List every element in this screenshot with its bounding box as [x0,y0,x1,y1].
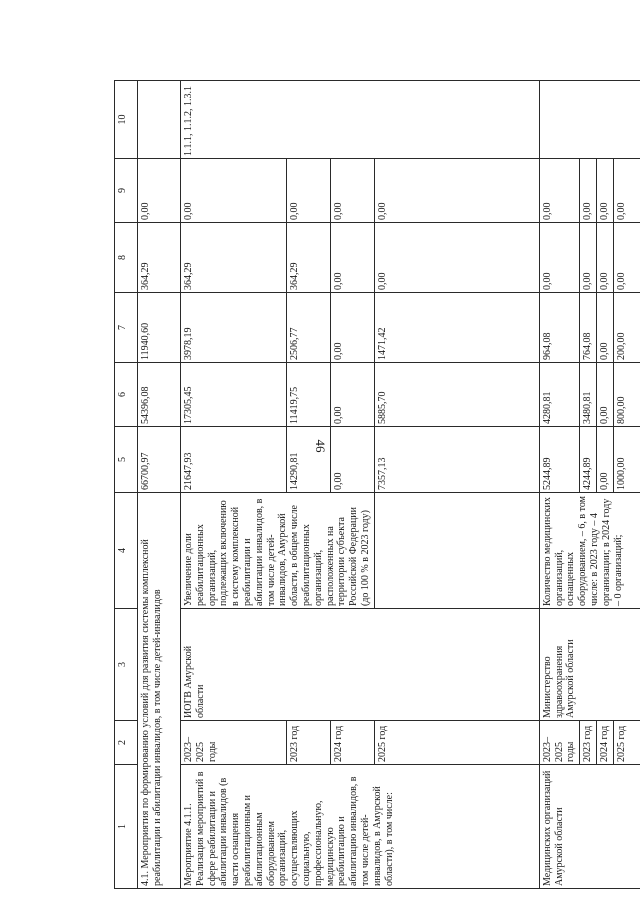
block1-value: 0,00 [330,363,374,427]
block1-value: 5885,70 [374,363,539,427]
block2-value: 0,00 [596,223,613,293]
header-cell: 4 [115,493,138,609]
program-table [114,80,640,889]
block1-value: 3978,19 [181,293,287,363]
block2-value: 964,08 [539,293,579,363]
block1-value: 0,00 [330,159,374,223]
block2-executor: Министерство здравоохранения Амурской области [539,609,640,721]
block1-indicator-continued [374,493,539,609]
block2-value: 4280,81 [539,363,579,427]
block2-value: 0,00 [613,223,640,293]
block2-value: 1000,00 [613,427,640,493]
section-row [138,81,181,889]
block1-value: 364,29 [286,223,330,293]
block1-value: 0,00 [330,223,374,293]
block1-value: 0,00 [181,159,287,223]
block2-value: 4244,89 [580,427,597,493]
header-cell: 1 [115,765,138,889]
block2-value: 0,00 [539,223,579,293]
block2-value: 0,00 [596,363,613,427]
block2-value: 0,00 [580,159,597,223]
header-cell: 7 [115,293,138,363]
block1-period: 2025 год [374,721,539,765]
block2-value: 200,00 [613,293,640,363]
header-cell: 6 [115,363,138,427]
rotated-table-wrapper [114,81,640,889]
block1-period: 2024 год [330,721,374,765]
block1-value: 0,00 [374,223,539,293]
block1-value: 14290,81 [286,427,330,493]
block1-value: 0,00 [330,427,374,493]
block2-value: 5244,89 [539,427,579,493]
header-cell: 2 [115,721,138,765]
block2-value: 0,00 [596,159,613,223]
block1-value: 1471,42 [374,293,539,363]
block2-period: 2024 год [596,721,613,765]
block2-value: 0,00 [596,427,613,493]
table-row [539,81,579,889]
block2-value: 764,08 [580,293,597,363]
block1-value: 11419,75 [286,363,330,427]
block1-value: 364,29 [181,223,287,293]
block2-value: 0,00 [596,293,613,363]
block1-executor: ИОГВ Амурской области [181,609,540,721]
block1-name: Мероприятие 4.1.1. Реализация мероприятий в сфере реабилитации и абилитации инвалидов (в части оснащения реабилитационным и абилитационным оборудованием организаций, осуществляющих социальную, профессиональную, медицинскую реабилитацию и абилитацию инвалидов, в том числе детей-инвалидов, в Амурской области), в том числе: [181,765,540,889]
header-cell: 9 [115,159,138,223]
block2-value: 3480,81 [580,363,597,427]
section-total-7: 11940,60 [138,293,181,363]
section-total-6: 54396,08 [138,363,181,427]
section-total-8: 364,29 [138,223,181,293]
block2-value: 0,00 [539,159,579,223]
block1-value: 0,00 [374,159,539,223]
block2-period: 2025 год [613,721,640,765]
block1-indicator: Увеличение доли реабилитационных организаций, подлежащих включению в систему комплексной реабилитации и абилитации инвалидов, в том числе детей-инвалидов, Амурской области, в общем числе реабилитационных организаций, расположенных на территории субъекта Российской Федерации (до 100 % в 2023 году) [181,493,375,609]
header-cell: 8 [115,223,138,293]
section-ref [138,81,181,159]
block1-value: 17305,45 [181,363,287,427]
page-number: 46 [313,439,328,453]
block2-value: 0,00 [613,159,640,223]
header-cell: 3 [115,609,138,721]
section-total-5: 66700,97 [138,427,181,493]
block1-value: 21647,93 [181,427,287,493]
block1-period: 2023 год [286,721,330,765]
table-row [181,81,287,889]
block1-value: 0,00 [286,159,330,223]
block1-period: 2023–2025 годы [181,721,287,765]
block2-ref [539,81,640,159]
section-title: 4.1. Мероприятия по формированию условий для развития системы комплексной реабилитации и абилитации инвалидов, в том числе детей-инвалидов [138,493,181,889]
header-cell: 10 [115,81,138,159]
block1-value: 7357,13 [374,427,539,493]
block2-value: 0,00 [580,223,597,293]
block1-value: 0,00 [330,293,374,363]
header-row [115,81,138,889]
block2-name: Медицинских организаций Амурской области [539,765,640,889]
block2-period: 2023 год [580,721,597,765]
block1-ref: 1.1.1, 1.1.2, 1.3.1 [181,81,540,159]
block1-value: 2506,77 [286,293,330,363]
header-cell: 5 [115,427,138,493]
block2-indicator: Количество медицинских организаций, оснащенных оборудованием, – 6, в том числе: в 2023 году – 4 организации; в 2024 году – 0 организаций; [539,493,640,609]
block2-value: 800,00 [613,363,640,427]
section-total-9: 0,00 [138,159,181,223]
block2-period: 2023–2025 годы [539,721,579,765]
